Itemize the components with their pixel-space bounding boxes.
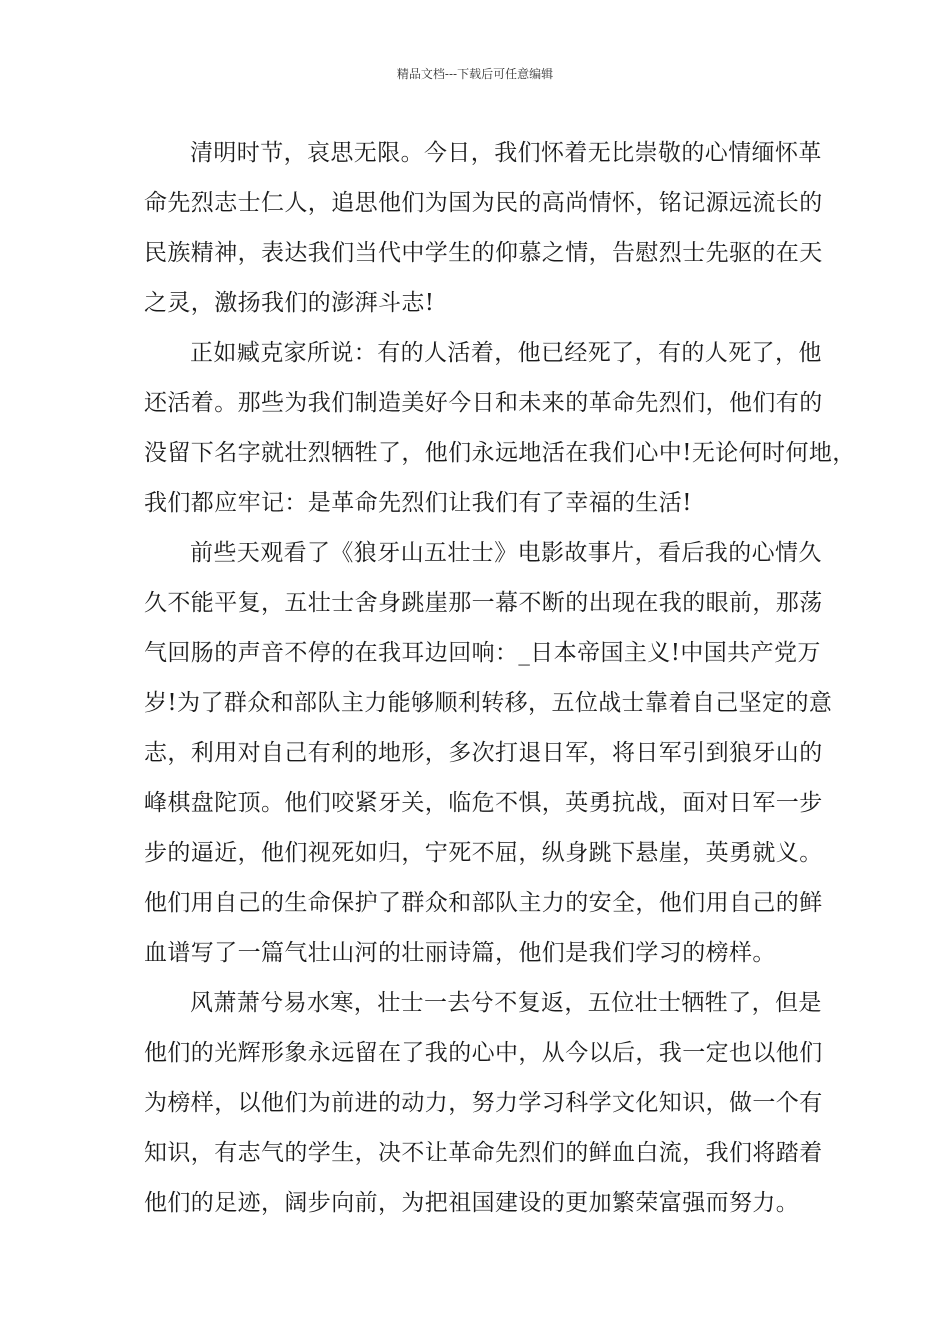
text-line: 步的逼近，他们视死如归，宁死不屈，纵身跳下悬崖，英勇就义。 bbox=[144, 840, 823, 866]
text-line: 为榜样，以他们为前进的动力，努力学习科学文化知识，做一个有 bbox=[144, 1090, 823, 1116]
text-line: 正如臧克家所说：有的人活着，他已经死了，有的人死了，他 bbox=[190, 340, 822, 366]
text-line: 没留下名字就壮烈牺牲了，他们永远地活在我们心中!无论何时何地， bbox=[144, 440, 856, 466]
text-line: 知识，有志气的学生，决不让革命先烈们的鲜血白流，我们将踏着 bbox=[144, 1140, 823, 1166]
document-body bbox=[144, 128, 856, 1228]
text-line: 民族精神，表达我们当代中学生的仰慕之情，告慰烈士先驱的在天 bbox=[144, 240, 823, 266]
text-line: 还活着。那些为我们制造美好今日和未来的革命先烈们，他们有的 bbox=[144, 390, 823, 416]
paragraph-1 bbox=[144, 128, 823, 328]
page-header: 精品文档---下载后可任意编辑 bbox=[396, 67, 554, 81]
paragraph-2 bbox=[144, 328, 856, 528]
paragraph-4 bbox=[144, 978, 823, 1228]
text-line: 前些天观看了《狼牙山五壮士》电影故事片，看后我的心情久 bbox=[190, 540, 822, 566]
text-line: 我们都应牢记：是革命先烈们让我们有了幸福的生活! bbox=[144, 490, 692, 516]
text-line: 风萧萧兮易水寒，壮士一去兮不复返，五位壮士牺牲了，但是 bbox=[190, 990, 822, 1016]
text-line: 他们用自己的生命保护了群众和部队主力的安全，他们用自己的鲜 bbox=[144, 890, 823, 916]
text-line: 之灵，激扬我们的澎湃斗志! bbox=[144, 290, 435, 316]
text-line: 气回肠的声音不停的在我耳边回响：_日本帝国主义!中国共产党万 bbox=[144, 640, 821, 666]
text-line: 峰棋盘陀顶。他们咬紧牙关，临危不惧，英勇抗战，面对日军一步 bbox=[144, 790, 823, 816]
text-line: 他们的足迹，阔步向前，为把祖国建设的更加繁荣富强而努力。 bbox=[144, 1190, 800, 1216]
paragraph-3 bbox=[144, 528, 833, 978]
text-line: 岁!为了群众和部队主力能够顺利转移，五位战士靠着自己坚定的意 bbox=[144, 690, 833, 716]
text-line: 志，利用对自己有利的地形，多次打退日军，将日军引到狼牙山的 bbox=[144, 740, 823, 766]
text-line: 清明时节，哀思无限。今日，我们怀着无比崇敬的心情缅怀革 bbox=[190, 140, 822, 166]
text-line: 久不能平复，五壮士舍身跳崖那一幕不断的出现在我的眼前，那荡 bbox=[144, 590, 823, 616]
text-line: 血谱写了一篇气壮山河的壮丽诗篇，他们是我们学习的榜样。 bbox=[144, 940, 776, 966]
text-line: 命先烈志士仁人，追思他们为国为民的高尚情怀，铭记源远流长的 bbox=[144, 190, 823, 216]
text-line: 他们的光辉形象永远留在了我的心中，从今以后，我一定也以他们 bbox=[144, 1040, 823, 1066]
